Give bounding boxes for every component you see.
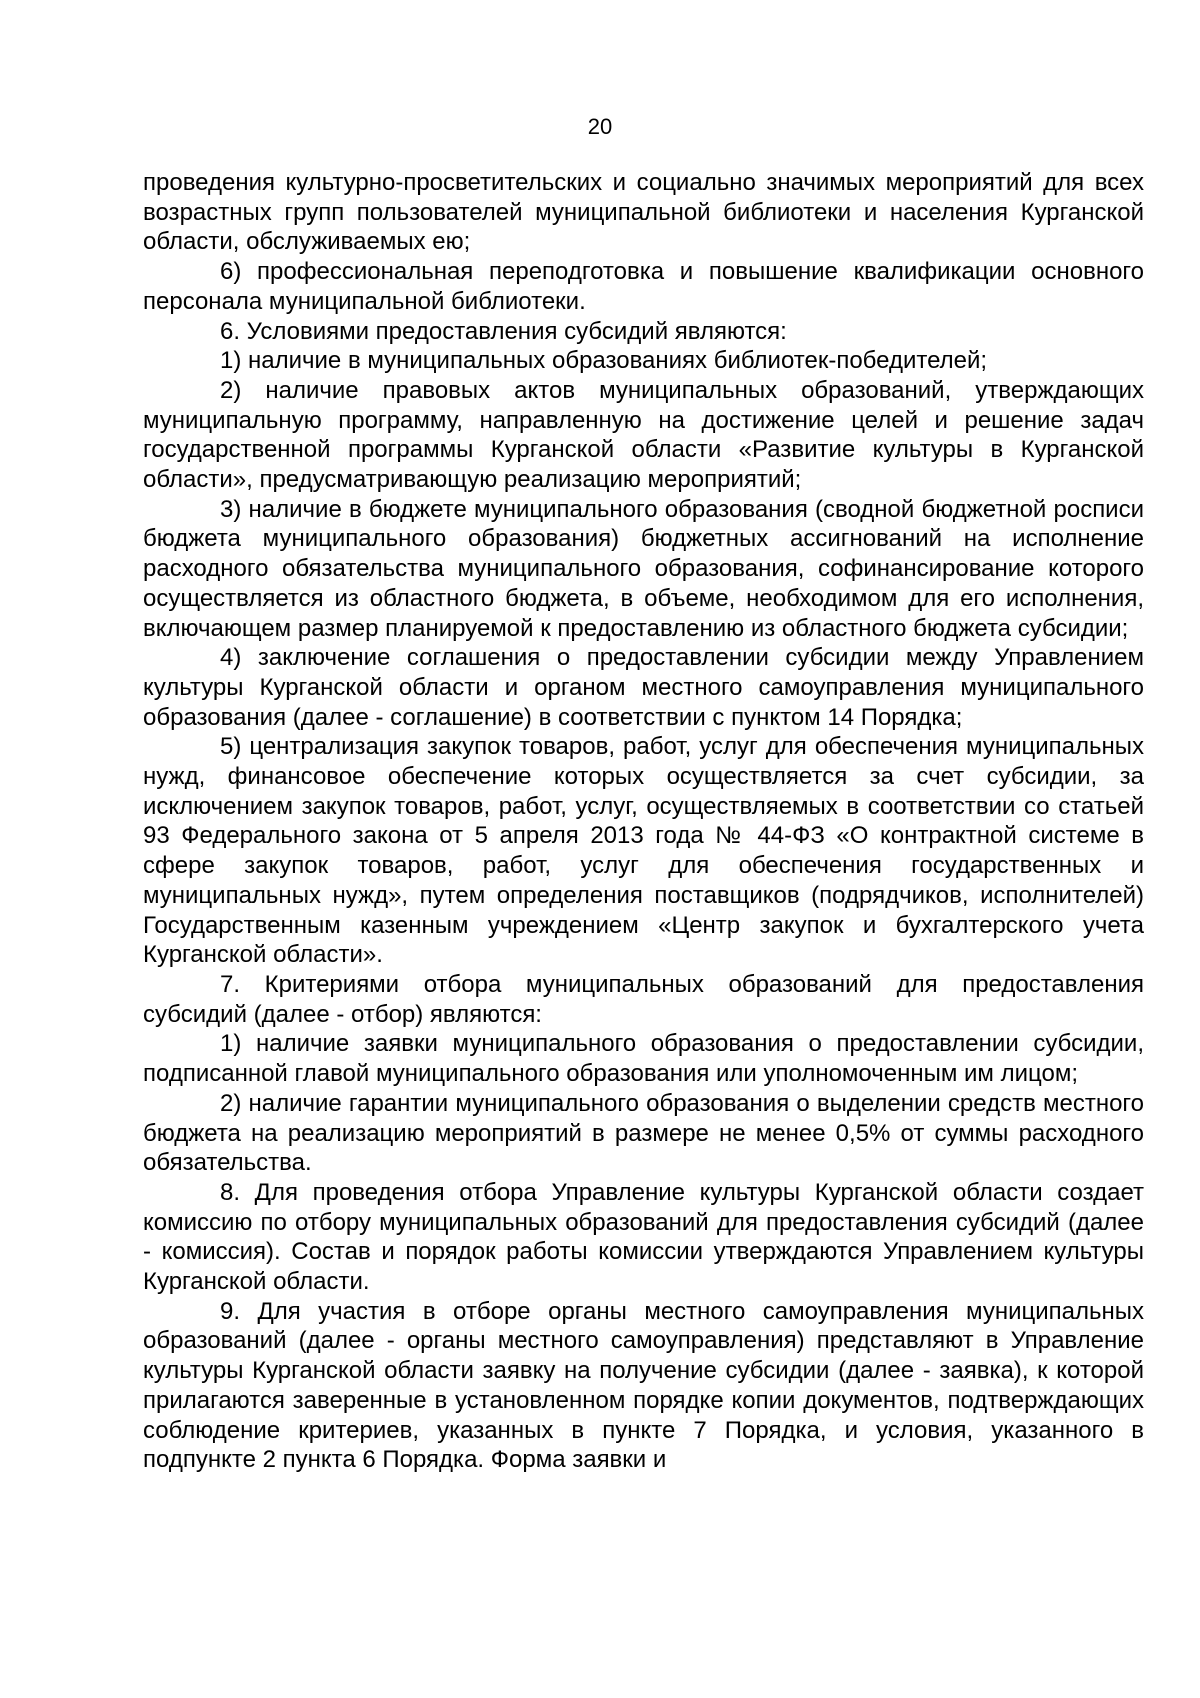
paragraph: 5) централизация закупок товаров, работ, услуг для обеспечения муниципальных нужд, финансовое обеспечение которых осуществляется за счет субсидии, за исключением закупок товаров, работ, услуг, осуществляемых в соответствии со статьей 93 Федерального закона от 5 апреля 2013 года № 44-ФЗ «О контрактной системе в сфере закупок товаров, работ, услуг для обеспечения государственных и муниципальных нужд», путем определения поставщиков (подрядчиков, исполнителей) Государственным казенным учреждением «Центр закупок и бухгалтерского учета Курганской области». [143,733,1144,969]
paragraph: 9. Для участия в отборе органы местного самоуправления муниципальных образований (далее - органы местного самоуправления) представляют в Управление культуры Курганской области заявку на получение субсидии (далее - заявка), к которой прилагаются заверенные в установленном порядке копии документов, подтверждающих соблюдение критериев, указанных в пункте 7 Порядка, и условия, указанного в подпункте 2 пункта 6 Порядка. Форма заявки и [143,1297,1144,1474]
paragraph: 1) наличие заявки муниципального образования о предоставлении субсидии, подписанной главой муниципального образования или уполномоченным им лицом; [143,1030,1144,1088]
paragraph: 3) наличие в бюджете муниципального образования (сводной бюджетной росписи бюджета муниципального образования) бюджетных ассигнований на исполнение расходного обязательства муниципального образования, софинансирование которого осуществляется из областного бюджета, в объеме, необходимом для его исполнения, включающем размер планируемой к предоставлению из областного бюджета субсидии; [143,495,1144,642]
document-body [143,168,1144,1475]
page-number: 20 [587,114,613,139]
paragraph: 6) профессиональная переподготовка и повышение квалификации основного персонала муниципальной библиотеки. [143,258,1144,315]
paragraph: 2) наличие гарантии муниципального образования о выделении средств местного бюджета на реализацию мероприятий в размере не менее 0,5% от суммы расходного обязательства. [143,1089,1144,1177]
paragraph: проведения культурно-просветительских и социально значимых мероприятий для всех возрастных групп пользователей муниципальной библиотеки и населения Курганской области, обслуживаемых ею; [143,169,1144,256]
paragraph: 2) наличие правовых актов муниципальных образований, утверждающих муниципальную программу, направленную на достижение целей и решение задач государственной программы Курганской области «Развитие культуры в Курганской области», предусматривающую реализацию мероприятий; [143,376,1144,494]
paragraph: 4) заключение соглашения о предоставлении субсидии между Управлением культуры Курганской области и органом местного самоуправления муниципального образования (далее - соглашение) в соответствии с пунктом 14 Порядка; [143,644,1144,731]
paragraph: 7. Критериями отбора муниципальных образований для предоставления субсидий (далее - отбор) являются: [143,970,1144,1028]
paragraph: 8. Для проведения отбора Управление культуры Курганской области создает комиссию по отбору муниципальных образований для предоставления субсидий (далее - комиссия). Состав и порядок работы комиссии утверждаются Управлением культуры Курганской области. [143,1178,1144,1296]
paragraph: 1) наличие в муниципальных образованиях библиотек-победителей; [220,347,988,375]
paragraph: 6. Условиями предоставления субсидий являются: [220,317,787,345]
